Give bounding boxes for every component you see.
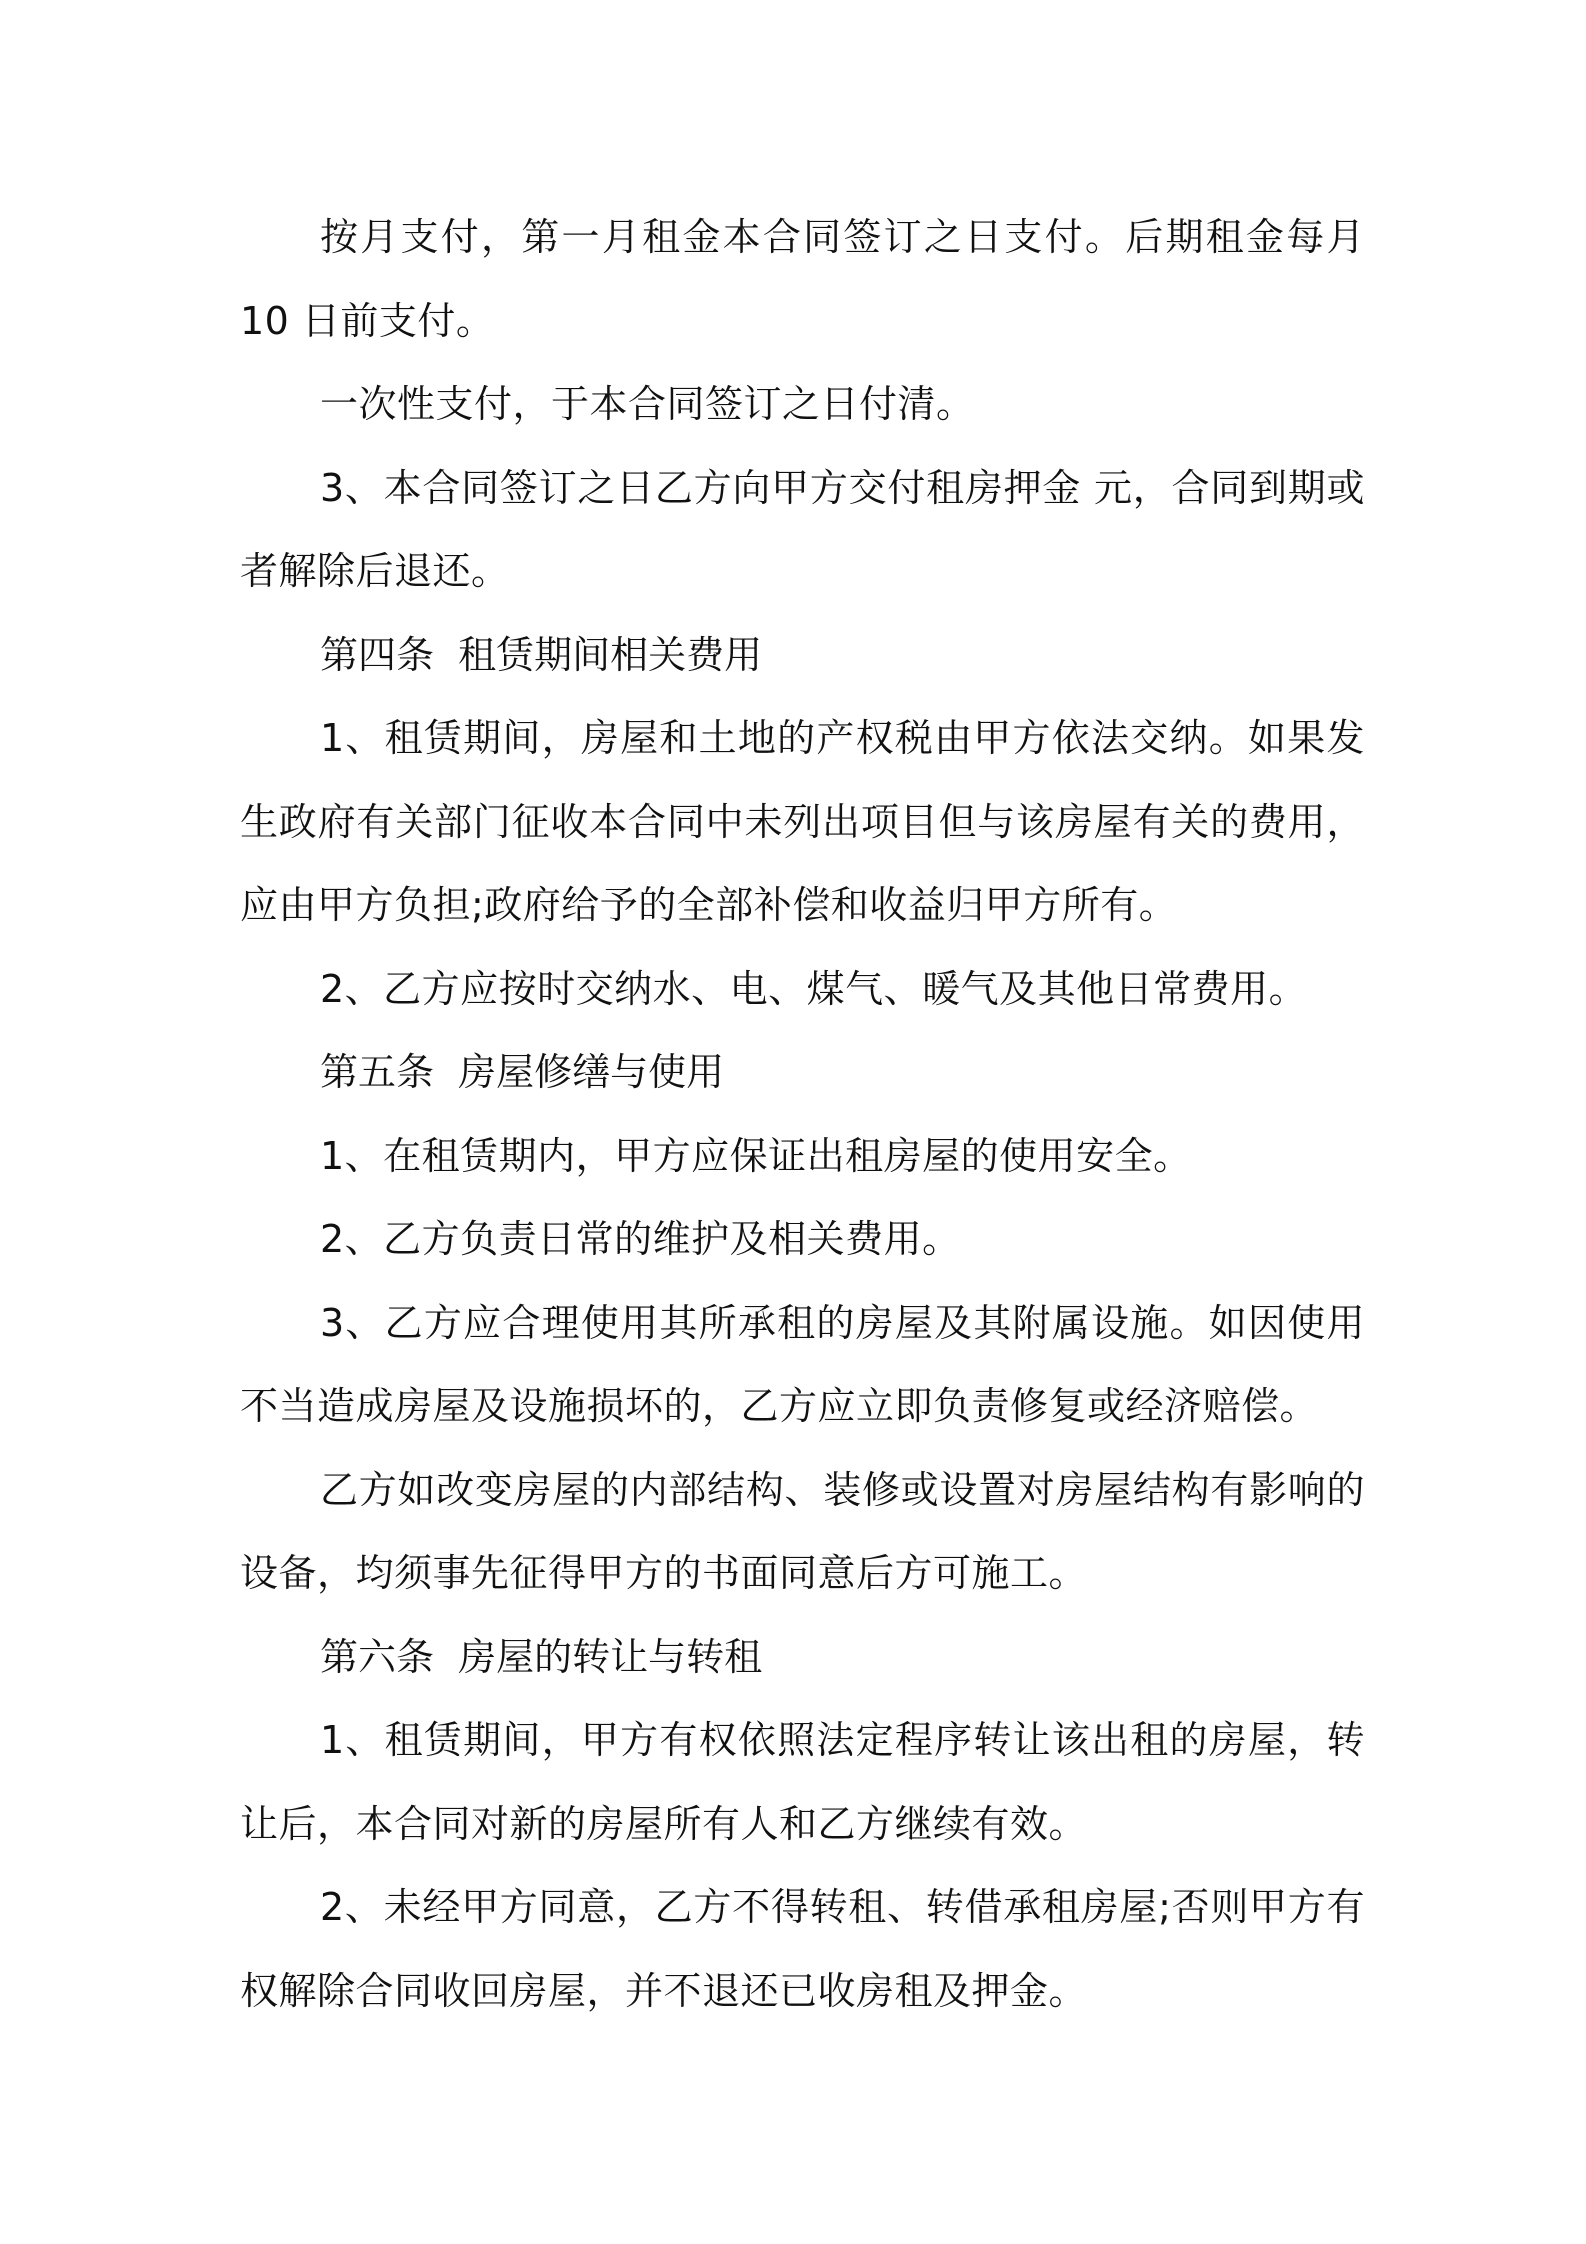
paragraph-sublet: 2、未经甲方同意，乙方不得转租、转借承租房屋;否则甲方有权解除合同收回房屋，并不退还已收房租及押金。 [240, 1885, 1365, 2013]
heading-article-5: 第五条 房屋修缮与使用 [320, 1050, 725, 1094]
paragraph-utilities: 2、乙方应按时交纳水、电、煤气、暖气及其他日常费用。 [320, 966, 1308, 1011]
paragraph-proper-use: 3、乙方应合理使用其所承租的房屋及其附属设施。如因使用不当造成房屋及设施损坏的，乙方应立即负责修复或经济赔偿。 [240, 1300, 1365, 1428]
paragraph-maintenance: 2、乙方负责日常的维护及相关费用。 [320, 1217, 961, 1261]
paragraph-lump-sum-payment: 一次性支付，于本合同签订之日付清。 [320, 382, 975, 426]
paragraph-property-tax: 1、租赁期间，房屋和土地的产权税由甲方依法交纳。如果发生政府有关部门征收本合同中未列出项目但与该房屋有关的费用，应由甲方负担;政府给予的全部补偿和收益归甲方所有。 [240, 716, 1365, 927]
paragraph-monthly-payment: 按月支付，第一月租金本合同签订之日支付。后期租金每月10 日前支付。 [240, 215, 1365, 343]
document-body [240, 196, 1365, 2033]
paragraph-safety: 1、在租赁期内，甲方应保证出租房屋的使用安全。 [320, 1133, 1192, 1178]
paragraph-transfer: 1、租赁期间，甲方有权依照法定程序转让该出租的房屋，转让后，本合同对新的房屋所有人和乙方继续有效。 [240, 1718, 1365, 1846]
paragraph-deposit: 3、本合同签订之日乙方向甲方交付租房押金 元，合同到期或者解除后退还。 [240, 465, 1365, 593]
heading-article-4: 第四条 租赁期间相关费用 [320, 632, 763, 677]
heading-article-6: 第六条 房屋的转让与转租 [320, 1634, 763, 1679]
paragraph-structure-changes: 乙方如改变房屋的内部结构、装修或设置对房屋结构有影响的设备，均须事先征得甲方的书面同意后方可施工。 [240, 1467, 1365, 1595]
